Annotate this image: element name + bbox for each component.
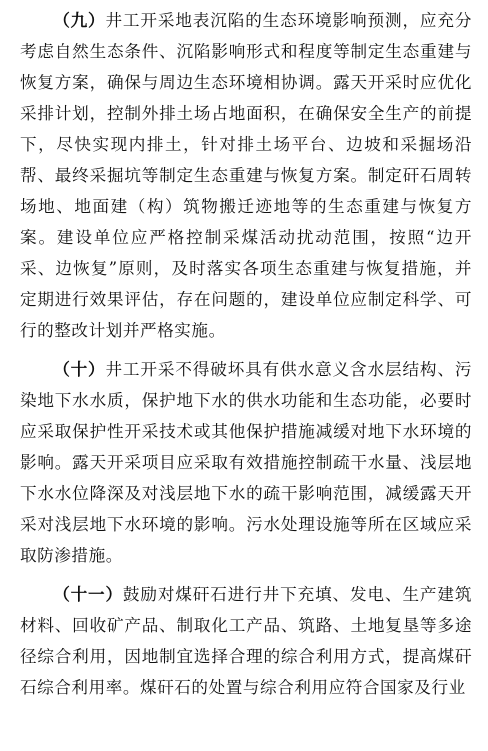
paragraph-11-text: 鼓励对煤矸石进行井下充填、发电、生产建筑材料、回收矿产品、制取化工产品、筑路、土地复垦等多途径综合利用，因地制宜选择合理的综合利用方式，提高煤矸石综合利用率。煤矸石的处置与综合利用应符合国家及行业	[20, 585, 473, 697]
paragraph-9-heading: （九）	[53, 11, 106, 30]
paragraph-11-heading: （十一）	[53, 585, 123, 604]
paragraph-10	[20, 354, 472, 571]
paragraph-9	[20, 5, 472, 346]
paragraph-11	[20, 579, 472, 703]
paragraph-10-heading: （十）	[53, 360, 106, 379]
paragraph-9-text: 井工开采地表沉陷的生态环境影响预测，应充分考虑自然生态条件、沉陷影响形式和程度等制定生态重建与恢复方案，确保与周边生态环境相协调。露天开采时应优化采排计划，控制外排土场占地面积，在确保安全生产的前提下，尽快实现内排土，针对排土场平台、边坡和采掘场沿帮、最终采掘坑等制定生态重建与恢复方案。制定矸石周转场地、地面建（构）筑物搬迁迹地等的生态重建与恢复方案。建设单位应严格控制采煤活动扰动范围，按照“边开采、边恢复”原则，及时落实各项生态重建与恢复措施，并定期进行效果评估，存在问题的，建设单位应制定科学、可行的整改计划并严格实施。	[20, 11, 472, 340]
paragraph-10-text: 井工开采不得破坏具有供水意义含水层结构、污染地下水水质，保护地下水的供水功能和生态功能，必要时应采取保护性开采技术或其他保护措施减缓对地下水环境的影响。露天开采项目应采取有效措施控制疏干水量、浅层地下水水位降深及对浅层地下水的疏干影响范围，减缓露天开采对浅层地下水环境的影响。污水处理设施等所在区域应采取防渗措施。	[20, 360, 472, 565]
